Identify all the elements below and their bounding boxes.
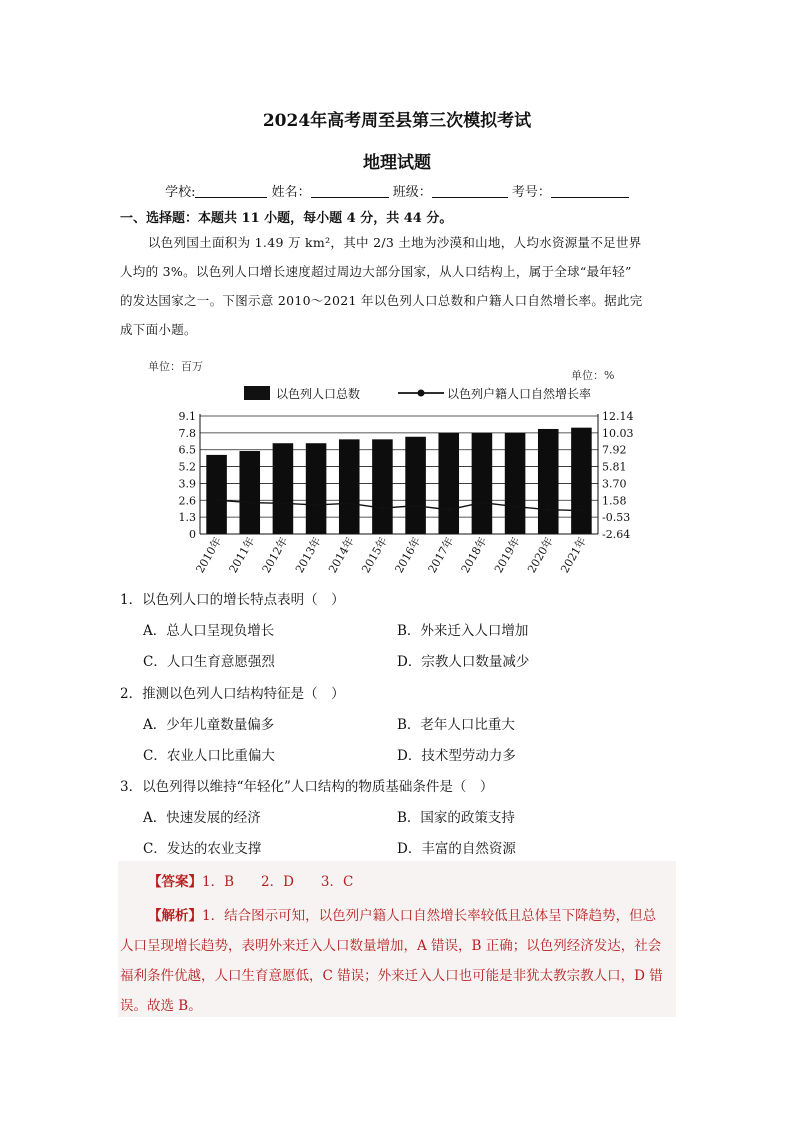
left-tick-label: 9.1 bbox=[178, 410, 196, 423]
section-heading: 一、选择题：本题共 11 小题，每小题 4 分，共 44 分。 bbox=[120, 211, 453, 226]
growth-rate-point-2017年 bbox=[447, 508, 450, 511]
growth-rate-point-2012年 bbox=[281, 502, 284, 505]
left-tick-labels bbox=[179, 410, 197, 541]
growth-rate-point-2019年 bbox=[513, 505, 516, 508]
x-tick-label: 2011年 bbox=[226, 535, 258, 576]
exam-title: 2024年高考周至县第三次模拟考试 bbox=[262, 111, 532, 131]
bar-2019年 bbox=[505, 433, 526, 534]
explanation-line-4: 误。故选 B。 bbox=[120, 998, 202, 1014]
x-tick-label: 2020年 bbox=[525, 535, 556, 576]
bar-2020年 bbox=[538, 429, 559, 534]
q1-option-a[interactable]: A．总人口呈现负增长 bbox=[143, 623, 275, 639]
bar-2017年 bbox=[438, 433, 459, 534]
class-label: 班级： bbox=[392, 185, 432, 200]
bar-2010年 bbox=[206, 455, 227, 534]
bar-2015年 bbox=[372, 439, 393, 534]
x-tick-label: 2015年 bbox=[359, 535, 391, 576]
name-label: 姓名： bbox=[271, 185, 311, 200]
answer-text: 1．B 2．D 3．C bbox=[202, 874, 354, 890]
right-tick-label: -2.64 bbox=[602, 528, 631, 541]
question-1-stem: 1．以色列人口的增长特点表明（ ） bbox=[120, 592, 345, 608]
growth-rate-point-2016年 bbox=[414, 504, 417, 507]
growth-rate-point-2021年 bbox=[580, 509, 583, 512]
bar-2016年 bbox=[405, 437, 426, 534]
legend-bar-label: 以色列人口总数 bbox=[276, 387, 361, 401]
right-tick-label: 10.03 bbox=[602, 426, 634, 440]
growth-rate-point-2011年 bbox=[248, 501, 251, 504]
passage-line-4: 成下面小题。 bbox=[120, 322, 197, 337]
legend-bar-swatch bbox=[244, 386, 270, 400]
x-tick-label: 2016年 bbox=[392, 535, 424, 576]
growth-rate-point-2018年 bbox=[480, 501, 483, 504]
q1-option-c[interactable]: C．人口生育意愿强烈 bbox=[143, 654, 275, 670]
right-tick-label: 12.14 bbox=[602, 410, 634, 423]
question-3-stem: 3．以色列得以维持“年轻化”人口结构的物质基础条件是（ ） bbox=[120, 779, 494, 795]
chart-legend bbox=[244, 386, 591, 401]
question-2-stem: 2．推测以色列人口结构特征是（ ） bbox=[120, 686, 345, 702]
bar-2018年 bbox=[472, 433, 493, 534]
x-tick-label: 2014年 bbox=[326, 535, 357, 576]
left-tick-label: 7.8 bbox=[178, 426, 196, 440]
left-tick-label: 5.2 bbox=[178, 460, 196, 474]
q3-option-a[interactable]: A．快速发展的经济 bbox=[143, 810, 261, 826]
growth-rate-point-2013年 bbox=[314, 503, 317, 506]
bar-series bbox=[206, 428, 591, 534]
passage-line-2: 人均的 3%。以色列人口增长速度超过周边大部分国家，从人口结构上，属于全球“最年轻” bbox=[120, 264, 632, 279]
q3-option-c[interactable]: C．发达的农业支撑 bbox=[143, 841, 262, 857]
legend-line-marker bbox=[418, 390, 425, 397]
explanation-label: 【解析】 bbox=[148, 908, 202, 924]
growth-rate-point-2020年 bbox=[547, 508, 550, 511]
q3-option-b[interactable]: B．国家的政策支持 bbox=[397, 810, 515, 826]
school-label: 学校: bbox=[165, 185, 196, 200]
growth-rate-point-2015年 bbox=[381, 507, 384, 510]
right-tick-labels bbox=[602, 410, 634, 541]
q1-option-d[interactable]: D．宗教人口数量减少 bbox=[397, 654, 530, 670]
bar-2021年 bbox=[571, 428, 592, 534]
right-unit-label: 单位：% bbox=[571, 369, 615, 382]
bar-2013年 bbox=[306, 443, 327, 534]
passage-line-1: 以色列国土面积为 1.49 万 km²，其中 2/3 土地为沙漠和山地，人均水资源量不足世界 bbox=[148, 235, 642, 250]
growth-rate-point-2010年 bbox=[215, 499, 218, 502]
legend-line-label: 以色列户籍人口自然增长率 bbox=[447, 387, 592, 401]
explanation-line-1: 1．结合图示可知，以色列户籍人口自然增长率较低且总体呈下降趋势，但总 bbox=[202, 908, 657, 924]
x-tick-label: 2018年 bbox=[458, 535, 490, 576]
passage-line-3: 的发达国家之一。下图示意 2010～2021 年以色列人口总数和户籍人口自然增长率。据此完 bbox=[120, 293, 643, 308]
answer-line bbox=[148, 870, 353, 890]
x-tick-label: 2019年 bbox=[491, 535, 523, 576]
examno-label: 考号： bbox=[511, 185, 551, 200]
left-tick-label: 6.5 bbox=[178, 443, 196, 457]
q2-option-a[interactable]: A．少年儿童数量偏多 bbox=[143, 717, 275, 733]
right-tick-label: 3.70 bbox=[602, 477, 627, 491]
answer-label: 【答案】 bbox=[148, 874, 202, 890]
x-tick-label: 2013年 bbox=[292, 535, 324, 576]
q2-option-c[interactable]: C．农业人口比重偏大 bbox=[143, 748, 275, 764]
x-tick-label: 2017年 bbox=[425, 535, 457, 576]
q1-option-b[interactable]: B．外来迁入人口增加 bbox=[397, 623, 529, 639]
x-tick-label: 2010年 bbox=[193, 535, 225, 576]
subject-title: 地理试题 bbox=[363, 153, 431, 173]
bar-2012年 bbox=[273, 443, 294, 534]
right-tick-label: 7.92 bbox=[602, 443, 627, 457]
explanation-line-3: 福利条件优越，人口生育意愿低，C 错误；外来迁入人口也可能是非犹太教宗教人口，D 错 bbox=[120, 968, 663, 984]
bar-2014年 bbox=[339, 439, 360, 534]
growth-rate-point-2014年 bbox=[348, 502, 351, 505]
left-tick-label: 2.6 bbox=[178, 494, 196, 508]
explanation-line-2: 人口呈现增长趋势，表明外来迁入人口数量增加，A 错误，B 正确；以色列经济发达，社会 bbox=[120, 938, 662, 954]
q3-option-d[interactable]: D．丰富的自然资源 bbox=[397, 841, 516, 857]
x-tick-label: 2021年 bbox=[558, 535, 590, 576]
q2-option-d[interactable]: D．技术型劳动力多 bbox=[397, 748, 516, 764]
explanation bbox=[120, 901, 673, 1021]
right-tick-label: 5.81 bbox=[602, 460, 627, 474]
x-tick-label: 2012年 bbox=[259, 535, 291, 576]
bar-2011年 bbox=[239, 451, 260, 534]
q2-option-b[interactable]: B．老年人口比重大 bbox=[397, 717, 515, 733]
left-tick-label: 1.3 bbox=[178, 511, 196, 525]
left-tick-label: 0 bbox=[189, 528, 196, 541]
growth-rate-line bbox=[217, 500, 582, 510]
right-tick-label: 1.58 bbox=[602, 494, 627, 508]
x-tick-labels bbox=[193, 535, 589, 576]
left-unit-label: 单位：百万 bbox=[148, 360, 203, 373]
right-tick-label: -0.53 bbox=[602, 511, 631, 525]
left-tick-label: 3.9 bbox=[178, 477, 196, 491]
